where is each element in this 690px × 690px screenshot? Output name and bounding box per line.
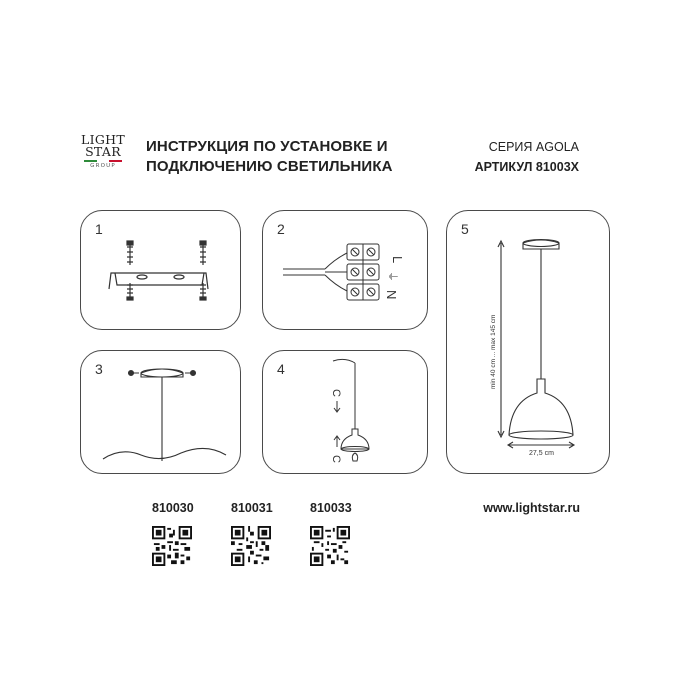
mark-c-lower: C bbox=[330, 455, 342, 463]
logo-line-3: GROUP bbox=[90, 163, 116, 169]
lamp-bulb-installation-illustration bbox=[263, 351, 429, 475]
terminal-label-l: L bbox=[390, 256, 405, 264]
step-2-panel bbox=[262, 210, 428, 330]
instruction-title bbox=[146, 137, 393, 177]
canopy-installation-illustration bbox=[81, 351, 242, 475]
mark-c-upper: C bbox=[330, 389, 342, 397]
step-3-panel bbox=[80, 350, 241, 474]
series-name: СЕРИЯ AGOLA bbox=[488, 140, 579, 154]
qr-code-810031[interactable] bbox=[231, 526, 271, 566]
article-number: АРТИКУЛ 81003X bbox=[474, 160, 579, 174]
series-info bbox=[475, 137, 579, 177]
step-number: 4 bbox=[277, 361, 285, 377]
website-link[interactable]: www.lightstar.ru bbox=[483, 501, 580, 515]
title-line-2: ПОДКЛЮЧЕНИЮ СВЕТИЛЬНИКА bbox=[146, 158, 393, 175]
step-number: 5 bbox=[461, 221, 469, 237]
qr-code-810030[interactable] bbox=[152, 526, 192, 566]
title-line-1: ИНСТРУКЦИЯ ПО УСТАНОВКЕ И bbox=[146, 138, 388, 155]
product-code-1: 810030 bbox=[152, 501, 194, 515]
logo-flag-stripe bbox=[84, 160, 122, 162]
terminal-label-n: N bbox=[384, 290, 399, 300]
logo-line-2: STAR bbox=[85, 144, 121, 159]
step-5-panel bbox=[446, 210, 610, 474]
product-code-3: 810033 bbox=[310, 501, 352, 515]
terminal-block-illustration bbox=[263, 211, 429, 331]
height-range-label: min 40 cm ... max 145 cm bbox=[490, 314, 497, 389]
mounting-bracket-illustration bbox=[81, 211, 242, 331]
qr-code-810033[interactable] bbox=[310, 526, 350, 566]
step-1-panel bbox=[80, 210, 241, 330]
terminal-label-ground: ⏚ bbox=[386, 271, 399, 282]
step-number: 2 bbox=[277, 221, 285, 237]
product-code-2: 810031 bbox=[231, 501, 273, 515]
lightstar-logo bbox=[80, 134, 126, 169]
step-number: 1 bbox=[95, 221, 103, 237]
lamp-dimensions-illustration bbox=[447, 211, 611, 475]
logo-line-1: LIGHT bbox=[81, 132, 125, 147]
step-number: 3 bbox=[95, 361, 103, 377]
shade-width-label: 27,5 cm bbox=[529, 450, 554, 457]
step-4-panel bbox=[262, 350, 428, 474]
